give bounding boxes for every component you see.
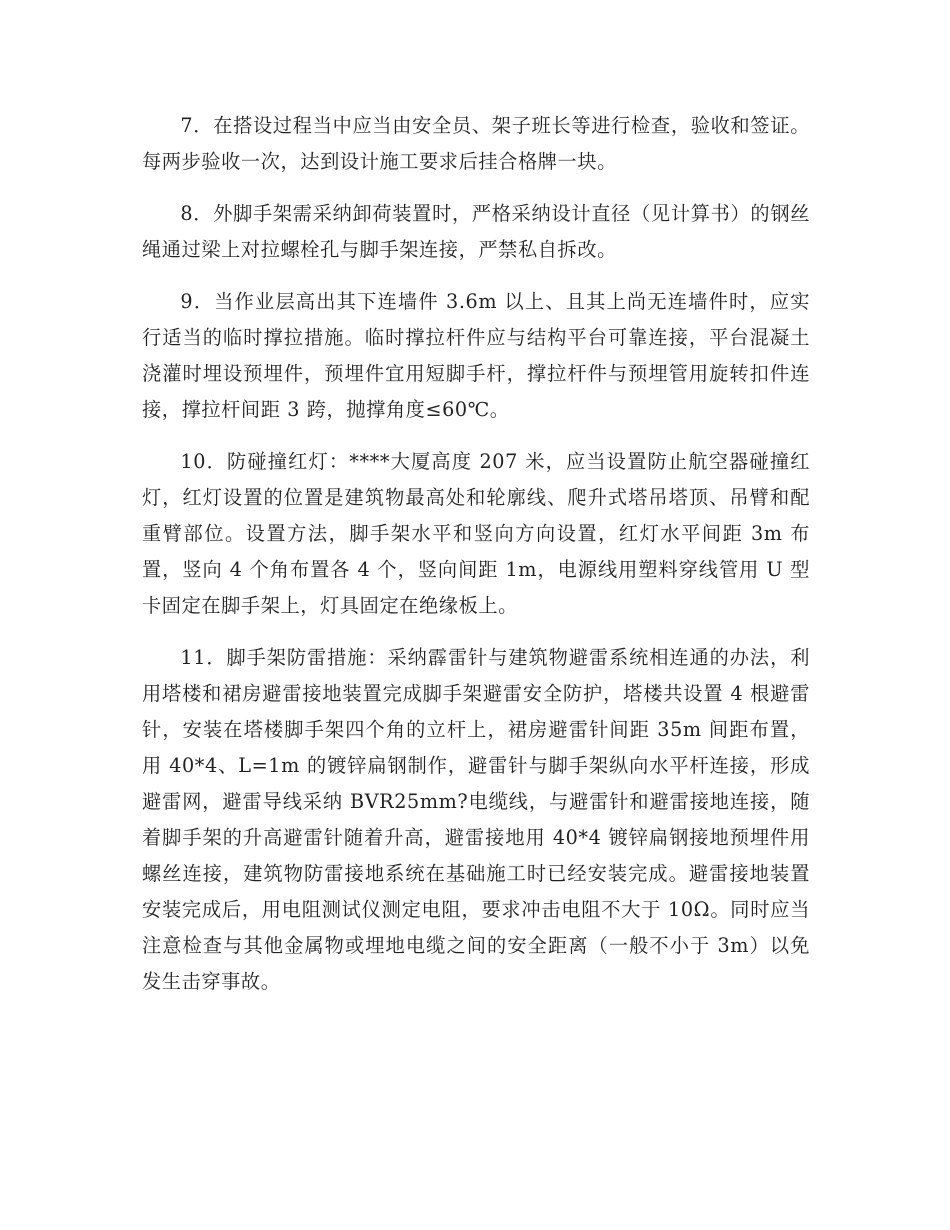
paragraph-item-9: 9．当作业层高出其下连墙件 3.6m 以上、且其上尚无连墙件时，应实行适当的临时撑拉措施。临时撑拉杆件应与结构平台可靠连接，平台混凝土浇灌时埋设预埋件，预埋件宜用短脚手杆，撑拉杆件与预埋管用旋转扣件连接，撑拉杆间距 3 跨，抛撑角度≤60℃。 bbox=[142, 290, 810, 421]
document-body bbox=[142, 108, 810, 1016]
paragraph-item-11: 11．脚手架防雷措施：采纳霹雷针与建筑物避雷系统相连通的办法，利用塔楼和裙房避雷接地装置完成脚手架避雷安全防护，塔楼共设置 4 根避雷针，安装在塔楼脚手架四个角的立杆上，裙房避雷针间距 35m 间距布置，用 40*4、L=1m 的镀锌扁钢制作，避雷针与脚手架纵向水平杆连接，形成避雷网，避雷导线采纳 BVR25mm?电缆线，与避雷针和避雷接地连接，随着脚手架的升高避雷针随着升高，避雷接地用 40*4 镀锌扁钢接地预埋件用螺丝连接，建筑物防雷接地系统在基础施工时已经安装完成。避雷接地装置安装完成后，用电阻测试仪测定电阻，要求冲击电阻不大于 10Ω。同时应当注意检查与其他金属物或埋地电缆之间的安全距离（一般不小于 3m）以免发生击穿事故。 bbox=[142, 646, 810, 993]
paragraph-item-8: 8．外脚手架需采纳卸荷装置时，严格采纳设计直径（见计算书）的钢丝绳通过梁上对拉螺栓孔与脚手架连接，严禁私自拆改。 bbox=[142, 202, 810, 261]
paragraph-item-7: 7．在搭设过程当中应当由安全员、架子班长等进行检查，验收和签证。每两步验收一次，达到设计施工要求后挂合格牌一块。 bbox=[142, 114, 810, 173]
paragraph-item-10: 10．防碰撞红灯：****大厦高度 207 米，应当设置防止航空器碰撞红灯，红灯设置的位置是建筑物最高处和轮廓线、爬升式塔吊塔顶、吊臂和配重臂部位。设置方法，脚手架水平和竖向方向设置，红灯水平间距 3m 布置，竖向 4 个角布置各 4 个，竖向间距 1m，电源线用塑料穿线管用 U 型卡固定在脚手架上，灯具固定在绝缘板上。 bbox=[142, 450, 810, 617]
